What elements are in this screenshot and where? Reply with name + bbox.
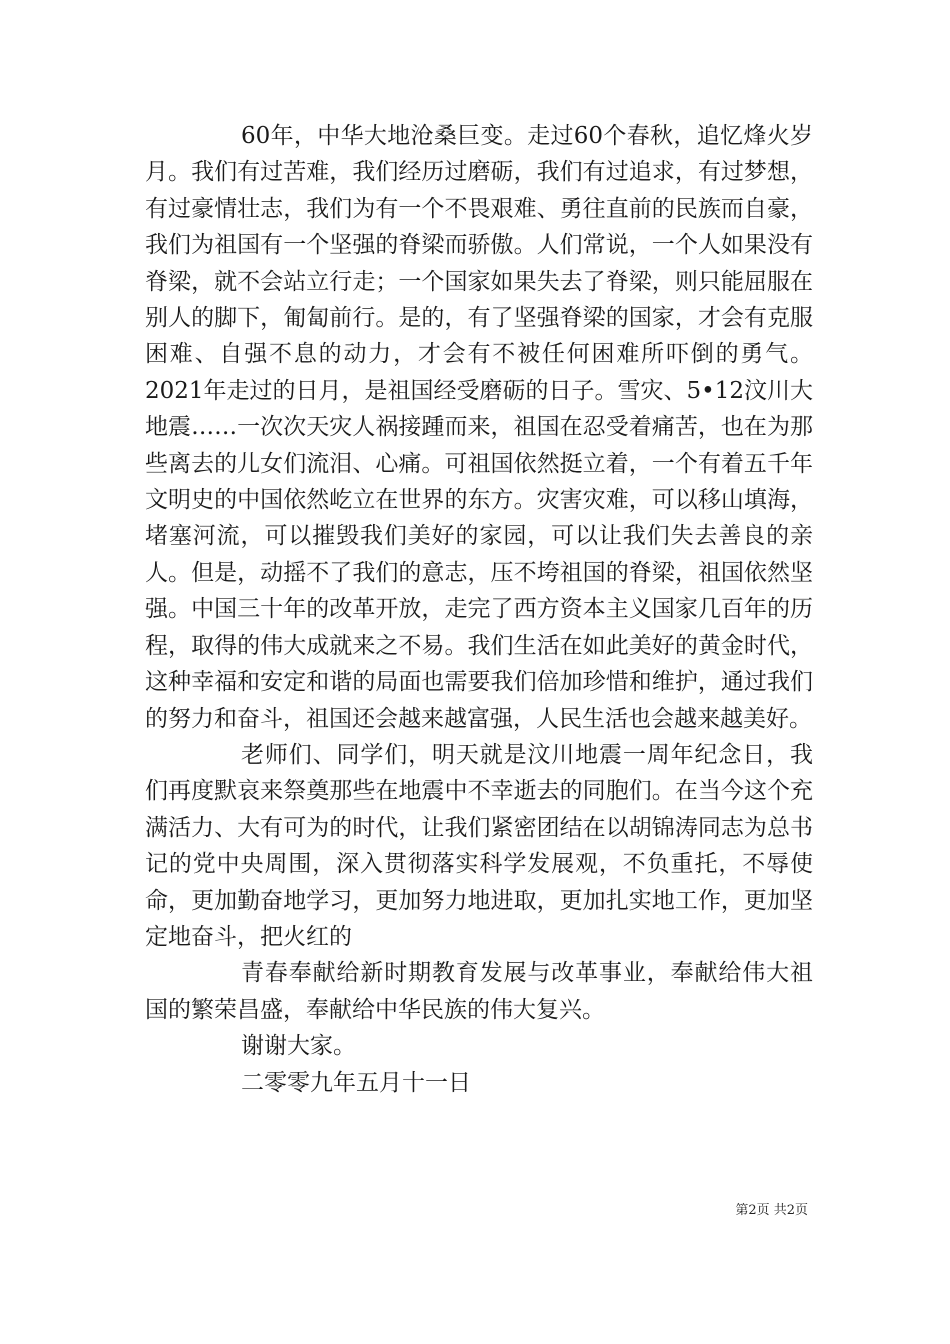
page-number: 第2页 共2页	[735, 1203, 808, 1218]
paragraph-1: 60年，中华大地沧桑巨变。走过60个春秋，追忆烽火岁月。我们有过苦难，我们经历过磨砺，我们有过追求，有过梦想，有过豪情壮志，我们为有一个不畏艰难、勇往直前的民族而自豪，我们为祖国有一个坚强的脊梁而骄傲。人们常说，一个人如果没有脊梁，就不会站立行走；一个国家如果失去了脊梁，则只能屈服在别人的脚下，匍匐前行。是的，有了坚强脊梁的国家，才会有克服困难、自强不息的动力，才会有不被任何困难所吓倒的勇气。2021年走过的日月，是祖国经受磨砺的日子。雪灾、5•12汶川大地震……一次次天灾人祸接踵而来，祖国在忍受着痛苦，也在为那些离去的儿女们流泪、心痛。可祖国依然挺立着，一个有着五千年文明史的中国依然屹立在世界的东方。灾害灾难，可以移山填海，堵塞河流，可以摧毁我们美好的家园，可以让我们失去善良的亲人。但是，动摇不了我们的意志，压不垮祖国的脊梁，祖国依然坚强。中国三十年的改革开放，走完了西方资本主义国家几百年的历程，取得的伟大成就来之不易。我们生活在如此美好的黄金时代，这种幸福和安定和谐的局面也需要我们倍加珍惜和维护，通过我们的努力和奋斗，祖国还会越来越富强，人民生活也会越来越美好。	[145, 123, 813, 732]
paragraph-2: 老师们、同学们，明天就是汶川地震一周年纪念日，我们再度默哀来祭奠那些在地震中不幸逝去的同胞们。在当今这个充满活力、大有可为的时代，让我们紧密团结在以胡锦涛同志为总书记的党中央周围，深入贯彻落实科学发展观，不负重托，不辱使命，更加勤奋地学习，更加努力地进取，更加扎实地工作，更加坚定地奋斗，把火红的	[145, 741, 813, 950]
closing-thanks: 谢谢大家。	[241, 1033, 356, 1060]
document-date: 二零零九年五月十一日	[241, 1069, 471, 1096]
paragraph-3: 青春奉献给新时期教育发展与改革事业，奉献给伟大祖国的繁荣昌盛，奉献给中华民族的伟大复兴。	[145, 960, 813, 1023]
document-body	[145, 118, 813, 1101]
